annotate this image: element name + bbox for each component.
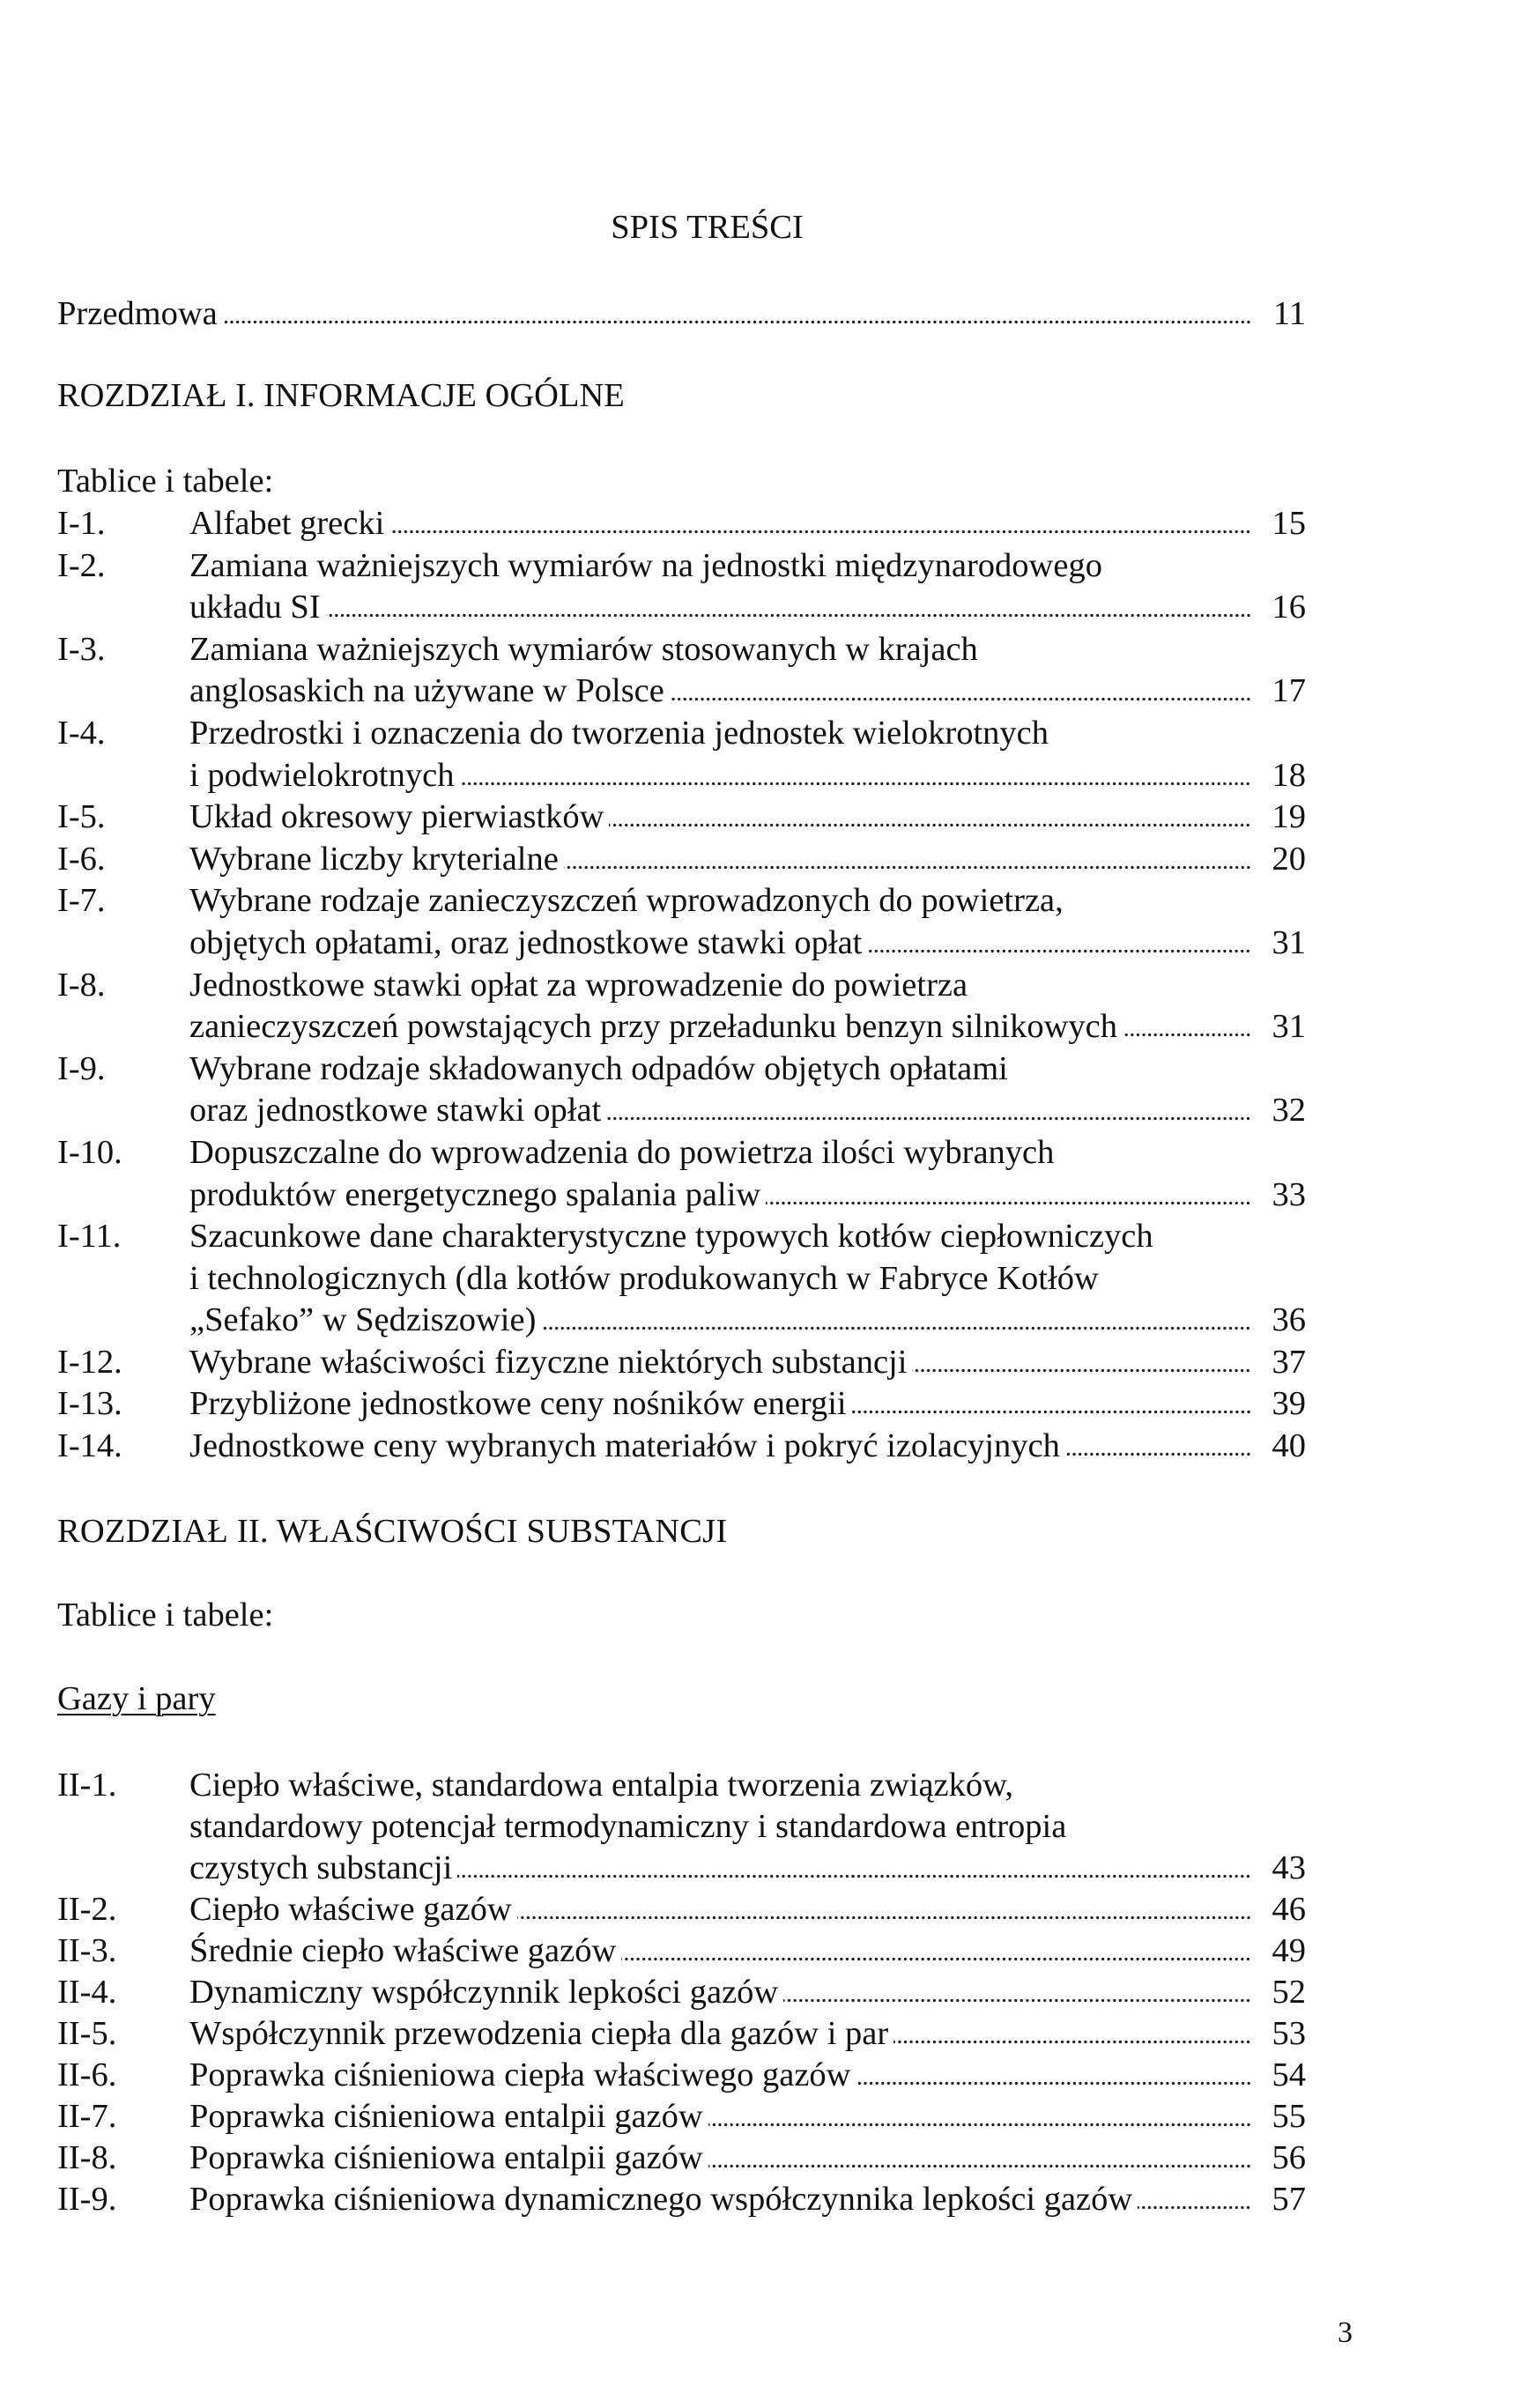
toc-entry-number: I-9. [57,1049,106,1087]
toc-entry-title: oraz jednostkowe stawki opłat [189,1092,602,1130]
toc-entry-title: Dopuszczalne do wprowadzenia do powietrza ilości wybranych [189,1133,1055,1171]
toc-entry[interactable] [57,1426,1309,1468]
toc-entry-continuation-line [57,755,1309,797]
dot-leader [541,1326,1251,1330]
toc-entry-title: Wybrane właściwości fizyczne niektórych substancji [189,1343,908,1381]
toc-entry-title: zanieczyszczeń powstających przy przeładunku benzyn silnikowych [189,1008,1117,1046]
toc-entry-number: I-11. [57,1218,122,1256]
toc-entry-preface[interactable] [57,293,1309,336]
toc-entry-line [57,1426,1309,1468]
toc-entry-number: II-5. [57,2015,117,2052]
toc-entry-number: II-8. [57,2139,117,2176]
toc-entry-line [57,1216,1309,1258]
dot-leader [912,1368,1251,1373]
dot-leader [1065,1452,1251,1456]
toc-entry-line [57,2096,1309,2138]
toc-entry[interactable] [57,2013,1309,2055]
toc-entry[interactable] [57,503,1309,545]
toc-entry-number: II-1. [57,1767,117,1804]
toc-entry-number: I-7. [57,882,106,920]
toc-page-number: 54 [1272,2056,1306,2093]
toc-entry[interactable] [57,2055,1309,2096]
toc-entry-line [57,545,1309,588]
dot-leader [223,320,1251,324]
dot-leader [708,2123,1251,2127]
toc-entry-number: I-4. [57,714,106,752]
toc-page-number: 33 [1272,1175,1306,1213]
toc-entry-line [57,1765,1309,1806]
toc-entry-number: I-2. [57,546,106,584]
toc-entry[interactable] [57,2179,1309,2220]
dot-leader [1138,2205,1251,2210]
toc-entry[interactable] [57,965,1309,1048]
chapter-heading: ROZDZIAŁ II. WŁAŚCIWOŚCI SUBSTANCJI [57,1513,728,1550]
toc-entry-title: Jednostkowe stawki opłat za wprowadzenie do powietrza [189,966,968,1004]
toc-entry[interactable] [57,629,1309,713]
dot-leader [856,2081,1252,2086]
toc-entry[interactable] [57,1765,1309,1889]
toc-entry-title: Szacunkowe dane charakterystyczne typowych kotłów ciepłowniczych [189,1218,1153,1256]
toc-entry-title: objętych opłatami, oraz jednostkowe stawki opłat [189,923,863,961]
dot-leader [670,697,1251,701]
toc-entry-title: Poprawka ciśnieniowa entalpii gazów [189,2098,703,2135]
toc-entry-number: II-3. [57,1932,117,1969]
dot-leader [389,530,1251,534]
dot-leader [606,1116,1251,1121]
toc-page-number: 49 [1272,1932,1306,1969]
toc-entry-title: układu SI [189,589,321,626]
page-number: 3 [1338,2316,1353,2349]
toc-entry-continuation-line [57,1090,1309,1132]
dot-leader [1123,1033,1251,1037]
toc-entry-title: Poprawka ciśnieniowa entalpii gazów [189,2139,703,2176]
dot-leader [708,2164,1251,2168]
toc-entry-line [57,1048,1309,1091]
toc-entry-title: i podwielokrotnych [189,756,455,794]
toc-entry-line [57,1383,1309,1426]
dot-leader [867,949,1251,953]
toc-entry[interactable] [57,713,1309,796]
toc-entry-line [57,1342,1309,1384]
toc-entry-line [57,796,1309,839]
toc-entry-number: II-4. [57,1974,117,2011]
toc-page-number: 57 [1272,2181,1306,2218]
toc-entry-continuation-line [57,1848,1309,1889]
toc-page-number: 52 [1272,1974,1306,2011]
toc-entry-title: Poprawka ciśnieniowa ciepła właściwego gazów [189,2056,851,2093]
toc-entry-continuation-line [57,1006,1309,1048]
toc-entry-number: I-12. [57,1343,122,1381]
toc-entry-title: Dynamiczny współczynnik lepkości gazów [189,1974,779,2011]
toc-entry[interactable] [57,796,1309,839]
toc-entry-line [57,839,1309,881]
toc-entry-line [57,1132,1309,1174]
subsection-heading [57,1678,216,1721]
toc-page-number: 39 [1272,1385,1306,1423]
toc-entry-line [57,1972,1309,2013]
dot-leader [766,1201,1251,1205]
chapter-heading: ROZDZIAŁ I. INFORMACJE OGÓLNE [57,377,625,414]
toc-entry-title: Poprawka ciśnieniowa dynamicznego współczynnika lepkości gazów [189,2181,1133,2218]
toc-page-number: 15 [1272,505,1306,542]
tables-label: Tablice i tabele: [57,463,274,500]
toc-entry-line [57,965,1309,1007]
toc-entry[interactable] [57,1889,1309,1930]
toc-page-number: 18 [1272,756,1306,794]
toc-entry-title: Wybrane liczby kryterialne [189,840,559,878]
dot-leader [783,1998,1251,2003]
toc-entry-continuation-line [57,1806,1309,1848]
subsection-title: Gazy i pary [57,1680,216,1717]
toc-page-number: 36 [1272,1301,1306,1339]
toc-entry-line [57,2055,1309,2096]
toc-entry-number: II-2. [57,1891,117,1928]
toc-entry-title: i technologicznych (dla kotłów produkowanych w Fabryce Kotłów [189,1259,1099,1297]
toc-entry-continuation-line [57,587,1309,629]
toc-entry[interactable] [57,880,1309,964]
toc-page-number: 53 [1272,2015,1306,2052]
toc-entry-title: Średnie ciepło właściwe gazów [189,1932,617,1969]
toc-page-number: 31 [1272,1008,1306,1046]
toc-entry-title: Zamiana ważniejszych wymiarów na jednostki międzynarodowego [189,546,1102,584]
toc-entry-line [57,629,1309,671]
toc-entry-number: I-3. [57,630,106,668]
toc-entry-title: Przybliżone jednostkowe ceny nośników energii [189,1385,847,1423]
tables-label: Tablice i tabele: [57,1597,274,1634]
toc-entry-continuation-line [57,1174,1309,1217]
toc-entry-continuation-line [57,1258,1309,1300]
toc-page-number: 11 [1272,295,1306,332]
toc-entry-line [57,2138,1309,2179]
toc-entry-number: II-9. [57,2181,117,2218]
toc-entry[interactable] [57,1383,1309,1426]
toc-entry-line [57,1930,1309,1972]
toc-entry-line [57,713,1309,755]
toc-page-number: 31 [1272,923,1306,961]
toc-page-number: 40 [1272,1427,1306,1465]
toc-page-number: 46 [1272,1891,1306,1928]
dot-leader [459,782,1251,786]
toc-entry[interactable] [57,2138,1309,2179]
dot-leader [609,823,1251,827]
toc-entry[interactable] [57,1930,1309,1972]
toc-entry-number: I-6. [57,840,106,878]
toc-entry-line [57,880,1309,922]
toc-entry[interactable] [57,1048,1309,1132]
toc-entry-number: I-13. [57,1385,122,1423]
page-title: SPIS TREŚCI [611,209,804,246]
toc-page-number: 16 [1272,589,1306,626]
toc-entry-title: Zamiana ważniejszych wymiarów stosowanych w krajach [189,630,978,668]
dot-leader [621,1957,1251,1961]
toc-entry-title: „Sefako” w Sędziszowie) [189,1301,537,1339]
toc-entry-line [57,2013,1309,2055]
toc-entry-line [57,1889,1309,1930]
toc-entry-number: II-7. [57,2098,117,2135]
dot-leader [517,1915,1251,1920]
toc-page-number: 37 [1272,1343,1306,1381]
toc-list [57,503,1309,1468]
toc-entry-title: Ciepło właściwe gazów [189,1891,512,1928]
toc-entry-title: Przedrostki i oznaczenia do tworzenia jednostek wielokrotnych [189,714,1049,752]
toc-entry[interactable] [57,1972,1309,2013]
toc-page-number: 17 [1272,672,1306,710]
toc-page-number: 19 [1272,798,1306,836]
dot-leader [326,613,1251,618]
toc-entry-title: anglosaskich na używane w Polsce [189,672,664,710]
dot-leader [457,1874,1251,1878]
toc-page-number: 32 [1272,1092,1306,1130]
dot-leader [852,1410,1251,1414]
toc-entry-title: produktów energetycznego spalania paliw [189,1175,761,1213]
toc-entry-line [57,2179,1309,2220]
toc-entry-title: Układ okresowy pierwiastków [189,798,604,836]
toc-entry-number: II-6. [57,2056,117,2093]
toc-entry-number: I-8. [57,966,106,1004]
toc-entry[interactable] [57,545,1309,629]
toc-page-number: 43 [1272,1849,1306,1886]
toc-entry-title: Wybrane rodzaje zanieczyszczeń wprowadzonych do powietrza, [189,882,1064,920]
toc-entry-title: Alfabet grecki [189,505,385,542]
toc-entry[interactable] [57,1132,1309,1216]
toc-entry[interactable] [57,1216,1309,1342]
toc-page-number: 55 [1272,2098,1306,2135]
toc-entry-title: Jednostkowe ceny wybranych materiałów i pokryć izolacyjnych [189,1427,1060,1465]
dot-leader [893,2040,1251,2044]
dot-leader [564,865,1251,870]
toc-entry-number: I-1. [57,505,106,542]
toc-page-number: 20 [1272,840,1306,878]
toc-entry-number: I-5. [57,798,106,836]
toc-entry-continuation-line [57,922,1309,965]
toc-page-number: 56 [1272,2139,1306,2176]
toc-entry-line [57,503,1309,545]
toc-entry-title: Przedmowa [57,295,218,332]
toc-entry-continuation-line [57,671,1309,713]
toc-entry[interactable] [57,2096,1309,2138]
toc-entry-title: standardowy potencjał termodynamiczny i standardowa entropia [189,1808,1067,1845]
toc-entry-title: Ciepło właściwe, standardowa entalpia tworzenia związków, [189,1767,1014,1804]
toc-entry-continuation-line [57,1300,1309,1342]
toc-list [57,1765,1309,2220]
toc-entry-title: Wybrane rodzaje składowanych odpadów objętych opłatami [189,1049,1008,1087]
toc-entry-title: Współczynnik przewodzenia ciepła dla gazów i par [189,2015,889,2052]
toc-entry-number: I-10. [57,1133,122,1171]
toc-entry-title: czystych substancji [189,1849,453,1886]
toc-entry[interactable] [57,1342,1309,1384]
toc-entry[interactable] [57,839,1309,881]
toc-entry-number: I-14. [57,1427,122,1465]
